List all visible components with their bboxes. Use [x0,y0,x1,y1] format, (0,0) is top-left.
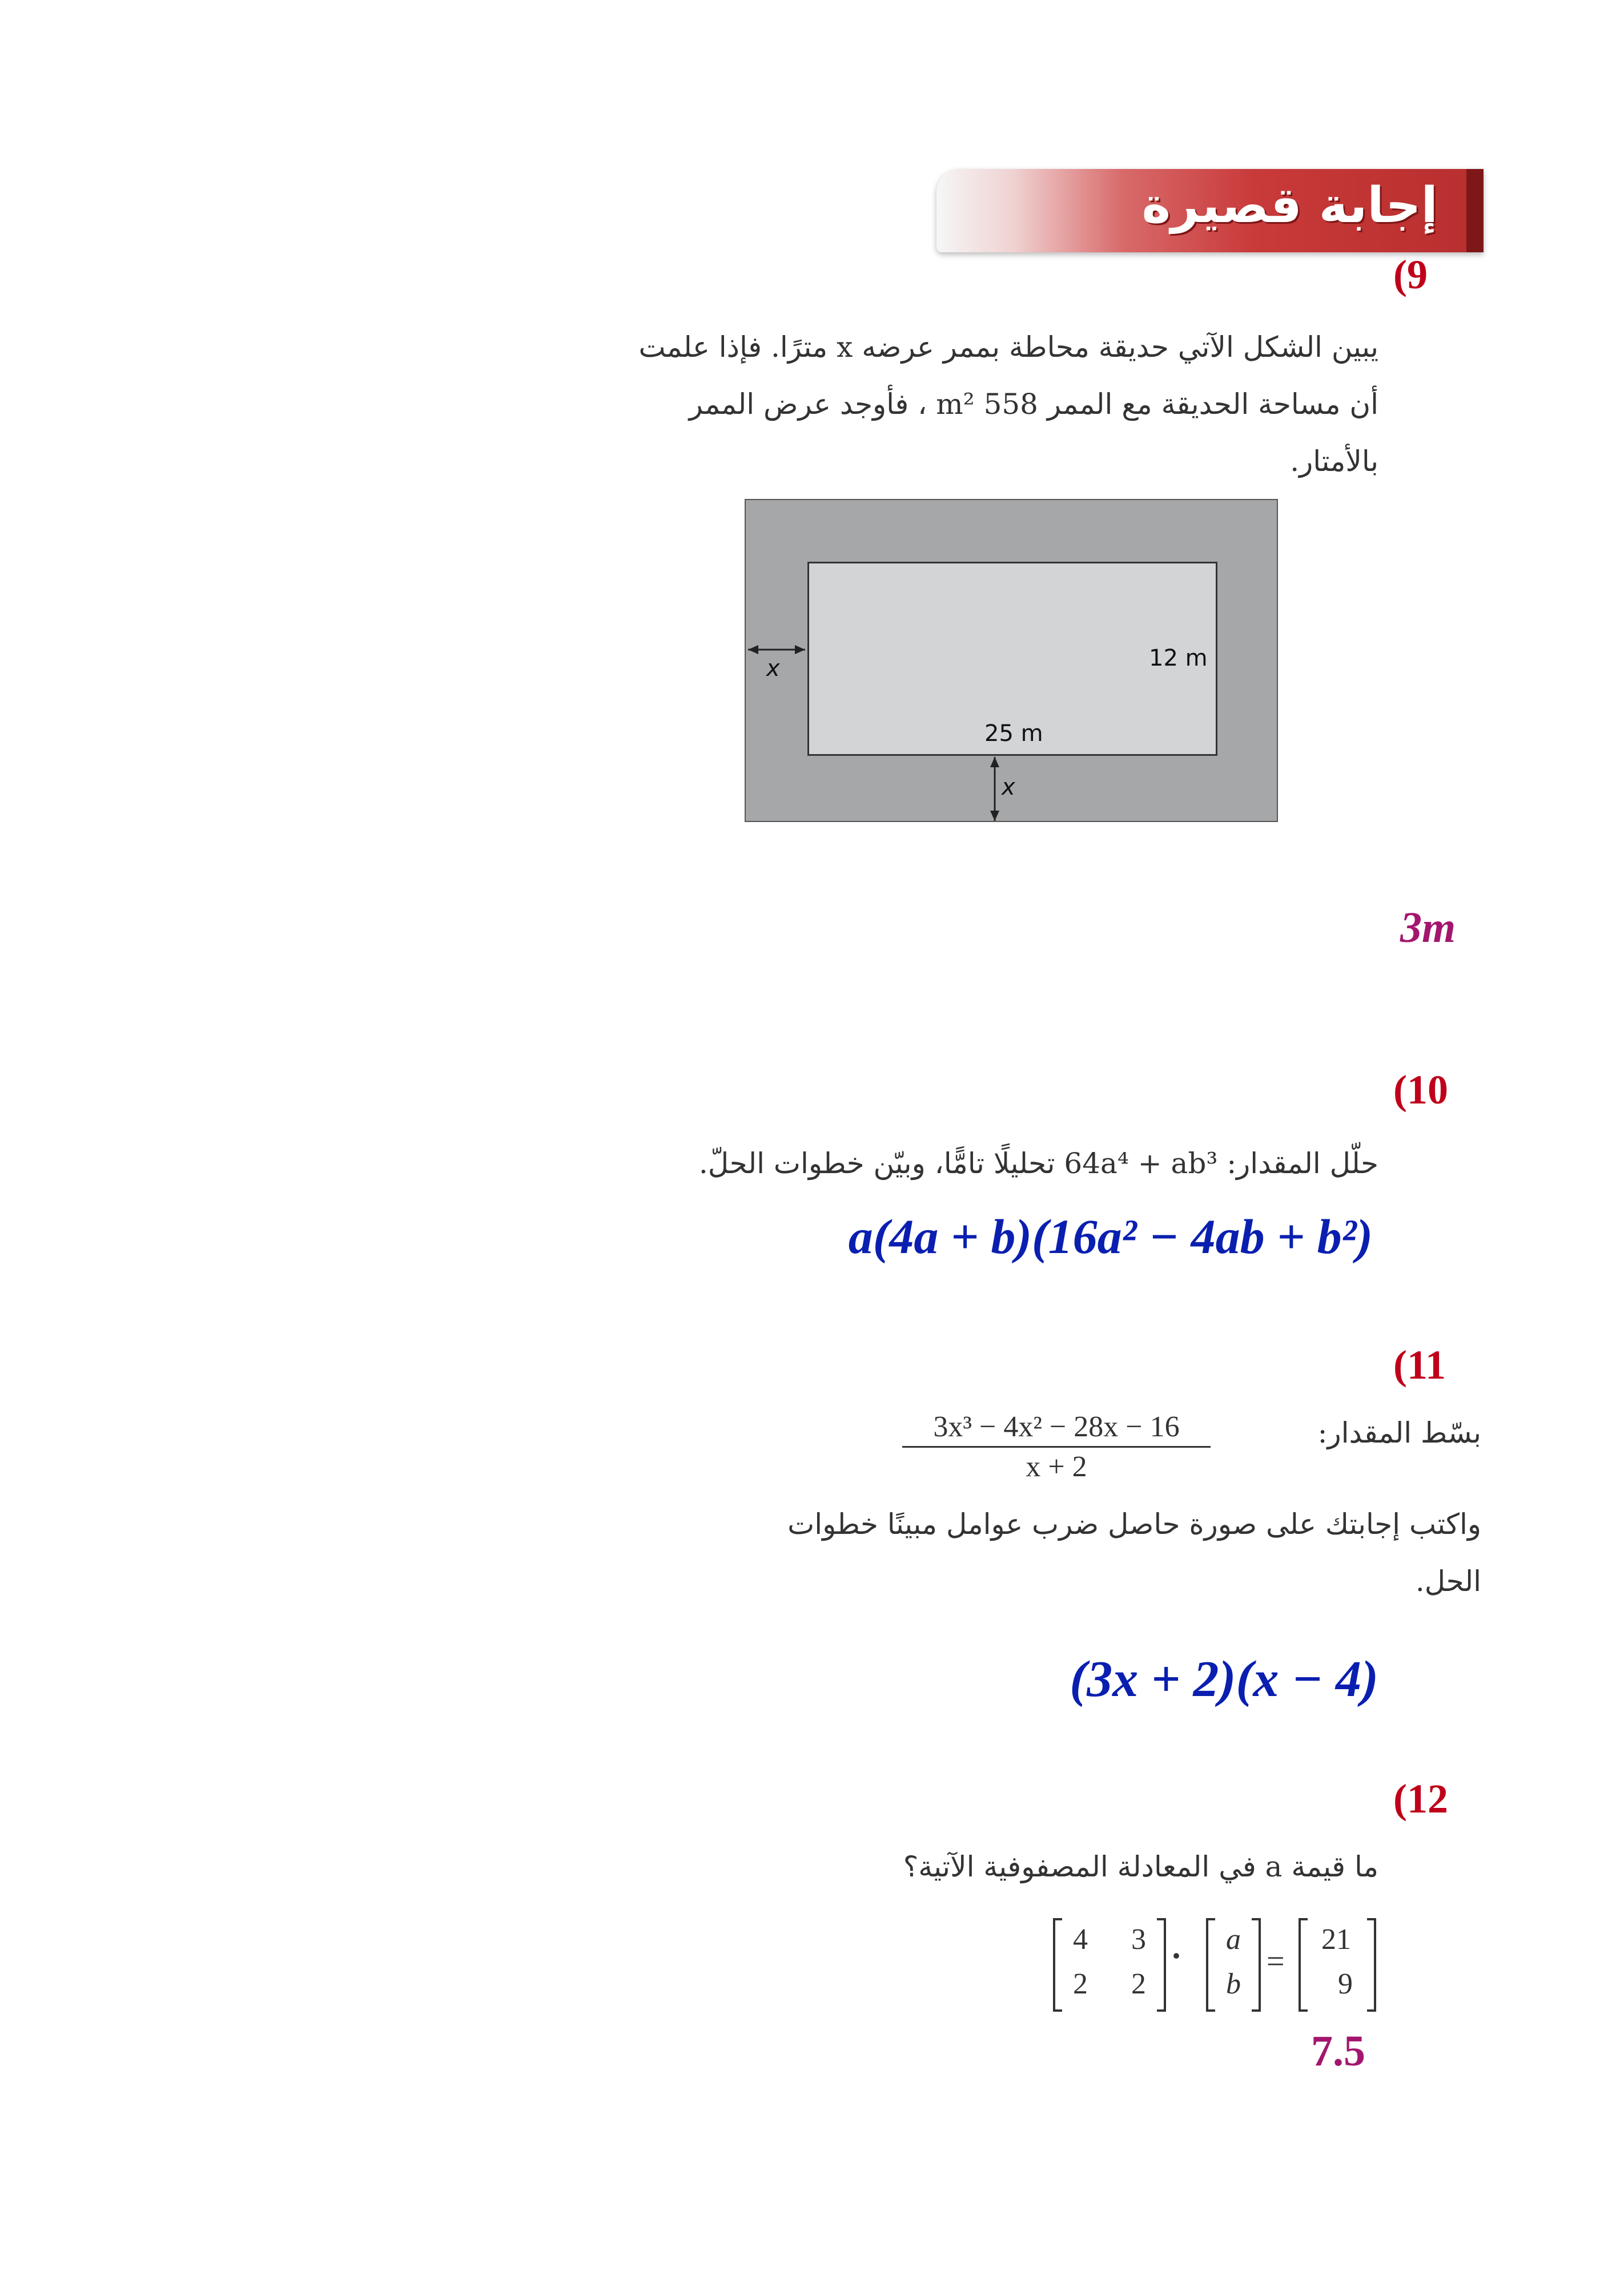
section-banner [936,169,1484,252]
question-9-number: (9 [1393,252,1428,297]
question-11-text-line-2: الحل. [1415,1565,1481,1598]
matrix-cell: 4 [1073,1923,1088,1956]
question-11-label: بسّط المقدار: [1317,1416,1481,1449]
result-cell: 21 [1321,1923,1351,1956]
question-9-text-line-2: أن مساحة الحديقة مع الممر 558 m² ، فأوجد عرض الممر [689,388,1378,421]
question-9-answer: 3m [1400,904,1456,952]
multiply-dot: · [1171,1937,1183,1975]
coefficient-matrix [1053,1918,1166,2012]
matrix-cell: 2 [1131,1968,1146,2000]
fraction-numerator: 3x³ − 4x² − 28x − 16 [902,1410,1211,1448]
question-9-text-line-1: يبين الشكل الآتي حديقة محاطة بممر عرضه x مترًا. فإذا علمت [638,331,1378,364]
height-label: 12 m [1149,645,1208,671]
variable-vector [1206,1918,1261,2012]
question-11-text-line-1: واكتب إجابتك على صورة حاصل ضرب عوامل مبينًا خطوات [787,1508,1481,1541]
result-cell: 9 [1338,1968,1353,2000]
garden-figure [745,499,1278,822]
side-path-label: x [766,655,780,682]
result-vector [1299,1918,1376,2012]
question-9-text-line-3: بالأمتار. [1290,445,1378,478]
question-11-fraction [902,1410,1211,1484]
width-label: 25 m [984,720,1043,747]
question-11-answer: (3x + 2)(x − 4) [1070,1651,1378,1707]
question-11-number: (11 [1393,1342,1446,1388]
question-12-number: (12 [1393,1776,1448,1822]
matrix-cell: 2 [1073,1968,1088,2000]
question-10-text: حلّل المقدار: 64a⁴ + ab³ تحليلًا تامًّا، وبيّن خطوات الحلّ. [698,1147,1378,1180]
question-10-answer: a(4a + b)(16a² − 4ab + b²) [848,1209,1373,1264]
question-12-text: ما قيمة a في المعادلة المصفوفية الآتية؟ [903,1850,1378,1883]
vector-cell: b [1226,1968,1241,2000]
vector-cell: a [1226,1923,1241,1956]
question-12-answer: 7.5 [1311,2027,1365,2075]
matrix-cell: 3 [1131,1923,1146,1956]
equals-sign: = [1267,1944,1285,1979]
fraction-denominator: x + 2 [1026,1451,1087,1483]
question-10-number: (10 [1393,1067,1448,1113]
section-title: إجابة قصيرة [1141,177,1438,234]
bottom-path-label: x [1002,774,1015,800]
